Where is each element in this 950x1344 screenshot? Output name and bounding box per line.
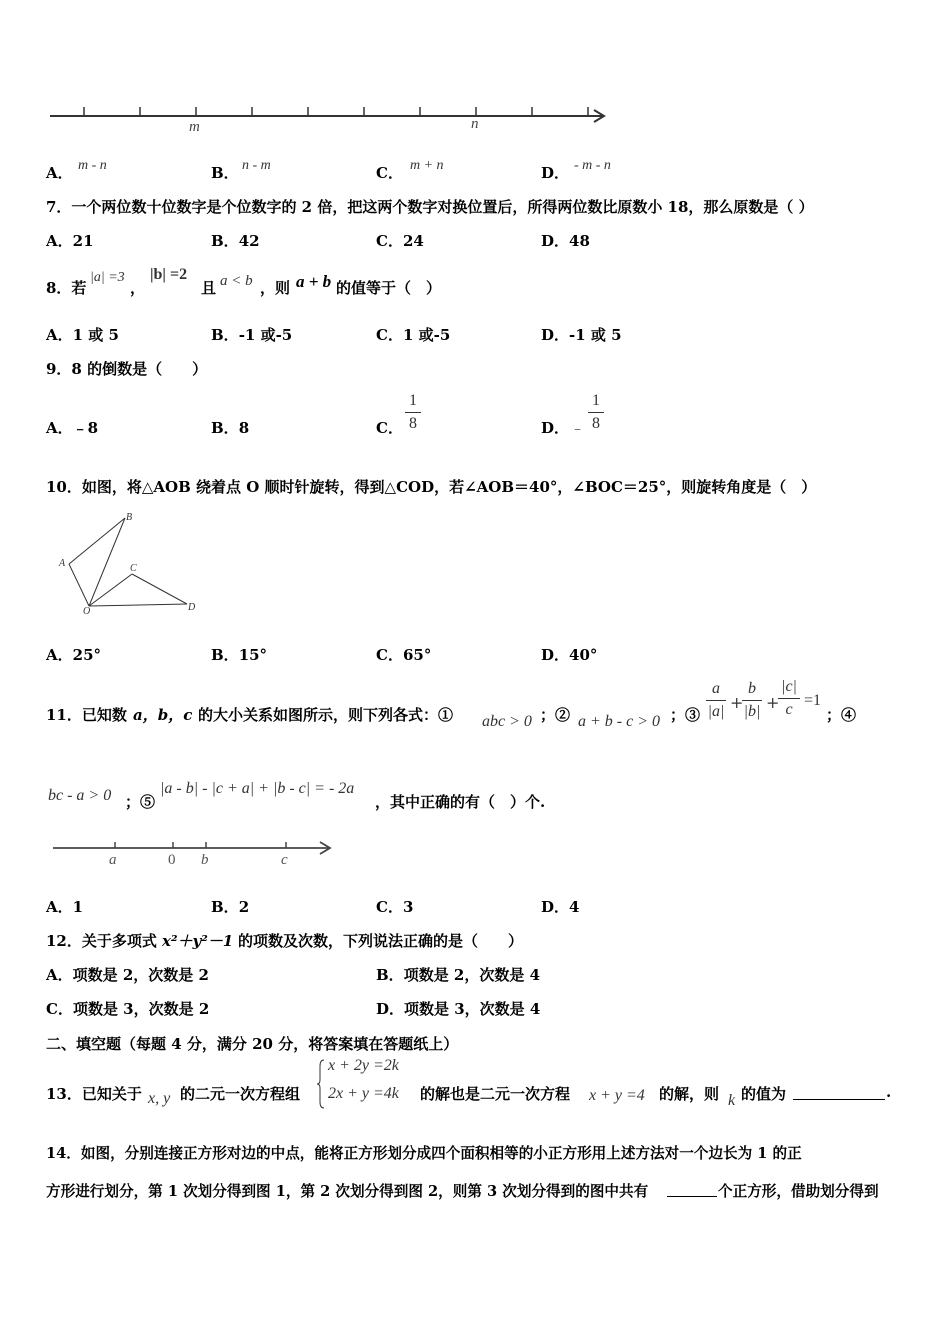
q10-label-c: C [130,563,137,574]
q6-option-c[interactable]: C． [376,164,403,182]
q12-option-d[interactable]: D．项数是 3，次数是 4 [376,1000,541,1018]
q10-label-o: O [83,606,91,617]
q13-prefix: 13．已知关于 [46,1085,142,1103]
q10-stem: 10．如图，将△AOB 绕着点 O 顺时针旋转，得到△COD，若∠AOB＝40°，∠BOC＝25°，则旋转角度是（ ） [46,478,817,496]
q13-mid: 的二元一次方程组 [180,1085,301,1103]
q11-f2-den: |b| [743,703,761,720]
q8-expr: a + b [296,272,332,291]
q11-plus-2: + [766,693,780,712]
q8-then: ，则 [260,279,291,297]
q7-option-b[interactable]: B．42 [211,232,260,250]
q13-tail: 的值为 [741,1085,787,1103]
q14-line1: 14．如图，分别连接正方形对边的中点，能将正方形划分成四个面积相等的小正方形用上述方法对一个边长为 1 的正 [46,1145,802,1162]
q11-f3-num: |c| [781,678,797,695]
q8-cond1: |a| =3 [90,270,125,285]
q13-k: k [728,1092,736,1109]
q10-option-b[interactable]: B．15° [211,646,268,664]
q6-option-b-expr: n - m [242,158,271,173]
q12-option-b[interactable]: B．项数是 2，次数是 4 [376,966,541,984]
q8-cond2: |b| =2 [150,266,188,283]
q11-plus-1: + [730,693,744,712]
q11-number-line [50,836,340,872]
q12-polynomial: x²＋y²－1 [162,932,234,950]
q12-stem-b: 的项数及次数，下列说法正确的是（ ） [238,932,524,950]
q11-f1-num: a [712,680,720,697]
q9-option-d-sign: ﹣ [570,419,586,437]
q13-eq3: x + y =4 [589,1087,645,1104]
q10-label-a: A [59,558,66,569]
section-heading-fill-in: 二、填空题（每题 4 分，满分 20 分，将答案填在答题纸上） [46,1035,459,1053]
q11-expr-1: abc > 0 [482,713,532,730]
q9-stem: 9．8 的倒数是（ ） [46,360,208,378]
q11-stem-b: 的大小关系如图所示，则下列各式：① [198,706,454,724]
q13-answer-blank[interactable] [793,1083,885,1100]
q7-option-c[interactable]: C．24 [376,232,424,250]
q10-option-a[interactable]: A．25° [46,646,102,664]
q13-mid2: 的解也是二元一次方程 [420,1085,571,1103]
q11-axis-a: a [109,852,117,868]
q13-end: . [886,1083,892,1101]
q7-stem: 7．一个两位数十位数字是个位数字的 2 倍，把这两个数字对换位置后，所得两位数比原数小 18，那么原数是（ ） [46,198,814,216]
q6-option-d[interactable]: D． [541,164,570,182]
q6-label-n: n [471,116,479,132]
q6-option-d-expr: - m - n [574,158,611,173]
q6-option-b[interactable]: B． [211,164,239,182]
q14-answer-blank[interactable] [667,1180,717,1197]
q12-stem-a: 12．关于多项式 [46,932,157,950]
q11-fraction-2 [742,680,762,721]
q11-stem-a: 11．已知数 [46,706,127,724]
q10-triangle-figure [56,506,206,618]
q14-line2a: 方形进行划分，第 1 次划分得到图 1，第 2 次划分得到图 2，则第 3 次划分得到的图中共有 [46,1183,649,1200]
q8-prefix: 8．若 [46,279,87,297]
q6-number-line [46,100,616,140]
q13-brace [316,1058,326,1110]
q11-eq-one: =1 [804,692,822,709]
q11-option-c[interactable]: C．3 [376,898,414,916]
q9-option-c[interactable]: C． [376,419,403,437]
q11-sep-5: ；⑤ [125,793,156,811]
q6-option-a[interactable]: A． [46,164,73,182]
q11-axis-c: c [281,852,288,868]
q11-option-a[interactable]: A．1 [46,898,84,916]
q11-fraction-1 [706,680,726,721]
q10-option-d[interactable]: D．40° [541,646,598,664]
q8-option-c[interactable]: C．1 或-5 [376,326,451,344]
q9-option-c-fraction [405,392,421,433]
q11-option-d[interactable]: D．4 [541,898,580,916]
q9-option-d-fraction [588,392,604,433]
q8-option-d[interactable]: D．-1 或 5 [541,326,622,344]
q11-vars: a，b，c [133,706,193,724]
q11-f2-num: b [748,680,756,697]
q11-f3-den: c [785,701,793,718]
q11-fraction-3 [778,678,800,719]
q11-expr-4: bc - a > 0 [48,787,112,804]
q8-option-a[interactable]: A．1 或 5 [46,326,119,344]
q11-tail: ，其中正确的有（ ）个. [375,793,546,811]
q8-suffix: 的值等于（ ） [336,279,442,297]
q8-and: 且 [201,279,217,297]
q14-line2b: 个正方形，借助划分得到 [718,1183,879,1200]
q11-sep-3: ；③ [670,706,701,724]
q7-option-a[interactable]: A．21 [46,232,94,250]
q13-vars: x, y [148,1090,171,1107]
q11-expr-2: a + b - c > 0 [578,713,661,730]
q9-c-numerator: 1 [409,392,417,409]
q11-axis-zero: 0 [168,852,176,868]
q11-sep-2: ；② [540,706,571,724]
q11-expr-5: |a - b| - |c + a| + |b - c| = - 2a [160,780,355,797]
q11-axis-b: b [201,852,209,868]
q6-option-c-expr: m + n [410,158,444,173]
q6-label-m: m [189,119,200,135]
q6-option-a-expr: m - n [78,158,107,173]
q8-cond3: a < b [220,273,253,289]
q9-option-d[interactable]: D． [541,419,570,437]
q9-option-b[interactable]: B．8 [211,419,250,437]
q9-d-numerator: 1 [592,392,600,409]
q9-c-denominator: 8 [409,415,417,432]
q12-option-c[interactable]: C．项数是 3，次数是 2 [46,1000,210,1018]
q11-option-b[interactable]: B．2 [211,898,250,916]
q11-f1-den: |a| [707,703,725,720]
q13-mid3: 的解，则 [659,1085,720,1103]
q11-sep-4: ；④ [826,706,857,724]
q10-option-c[interactable]: C．65° [376,646,432,664]
q13-eq1: x + 2y =2k [328,1057,399,1074]
q13-eq2: 2x + y =4k [328,1085,399,1102]
q7-option-d[interactable]: D．48 [541,232,590,250]
q9-option-a[interactable]: A．﹣8 [46,419,99,437]
q9-d-denominator: 8 [592,415,600,432]
q12-option-a[interactable]: A．项数是 2，次数是 2 [46,966,209,984]
q8-sep: ， [130,279,146,297]
q8-option-b[interactable]: B．-1 或-5 [211,326,293,344]
q10-label-b: B [126,512,133,523]
q10-label-d: D [188,602,196,613]
